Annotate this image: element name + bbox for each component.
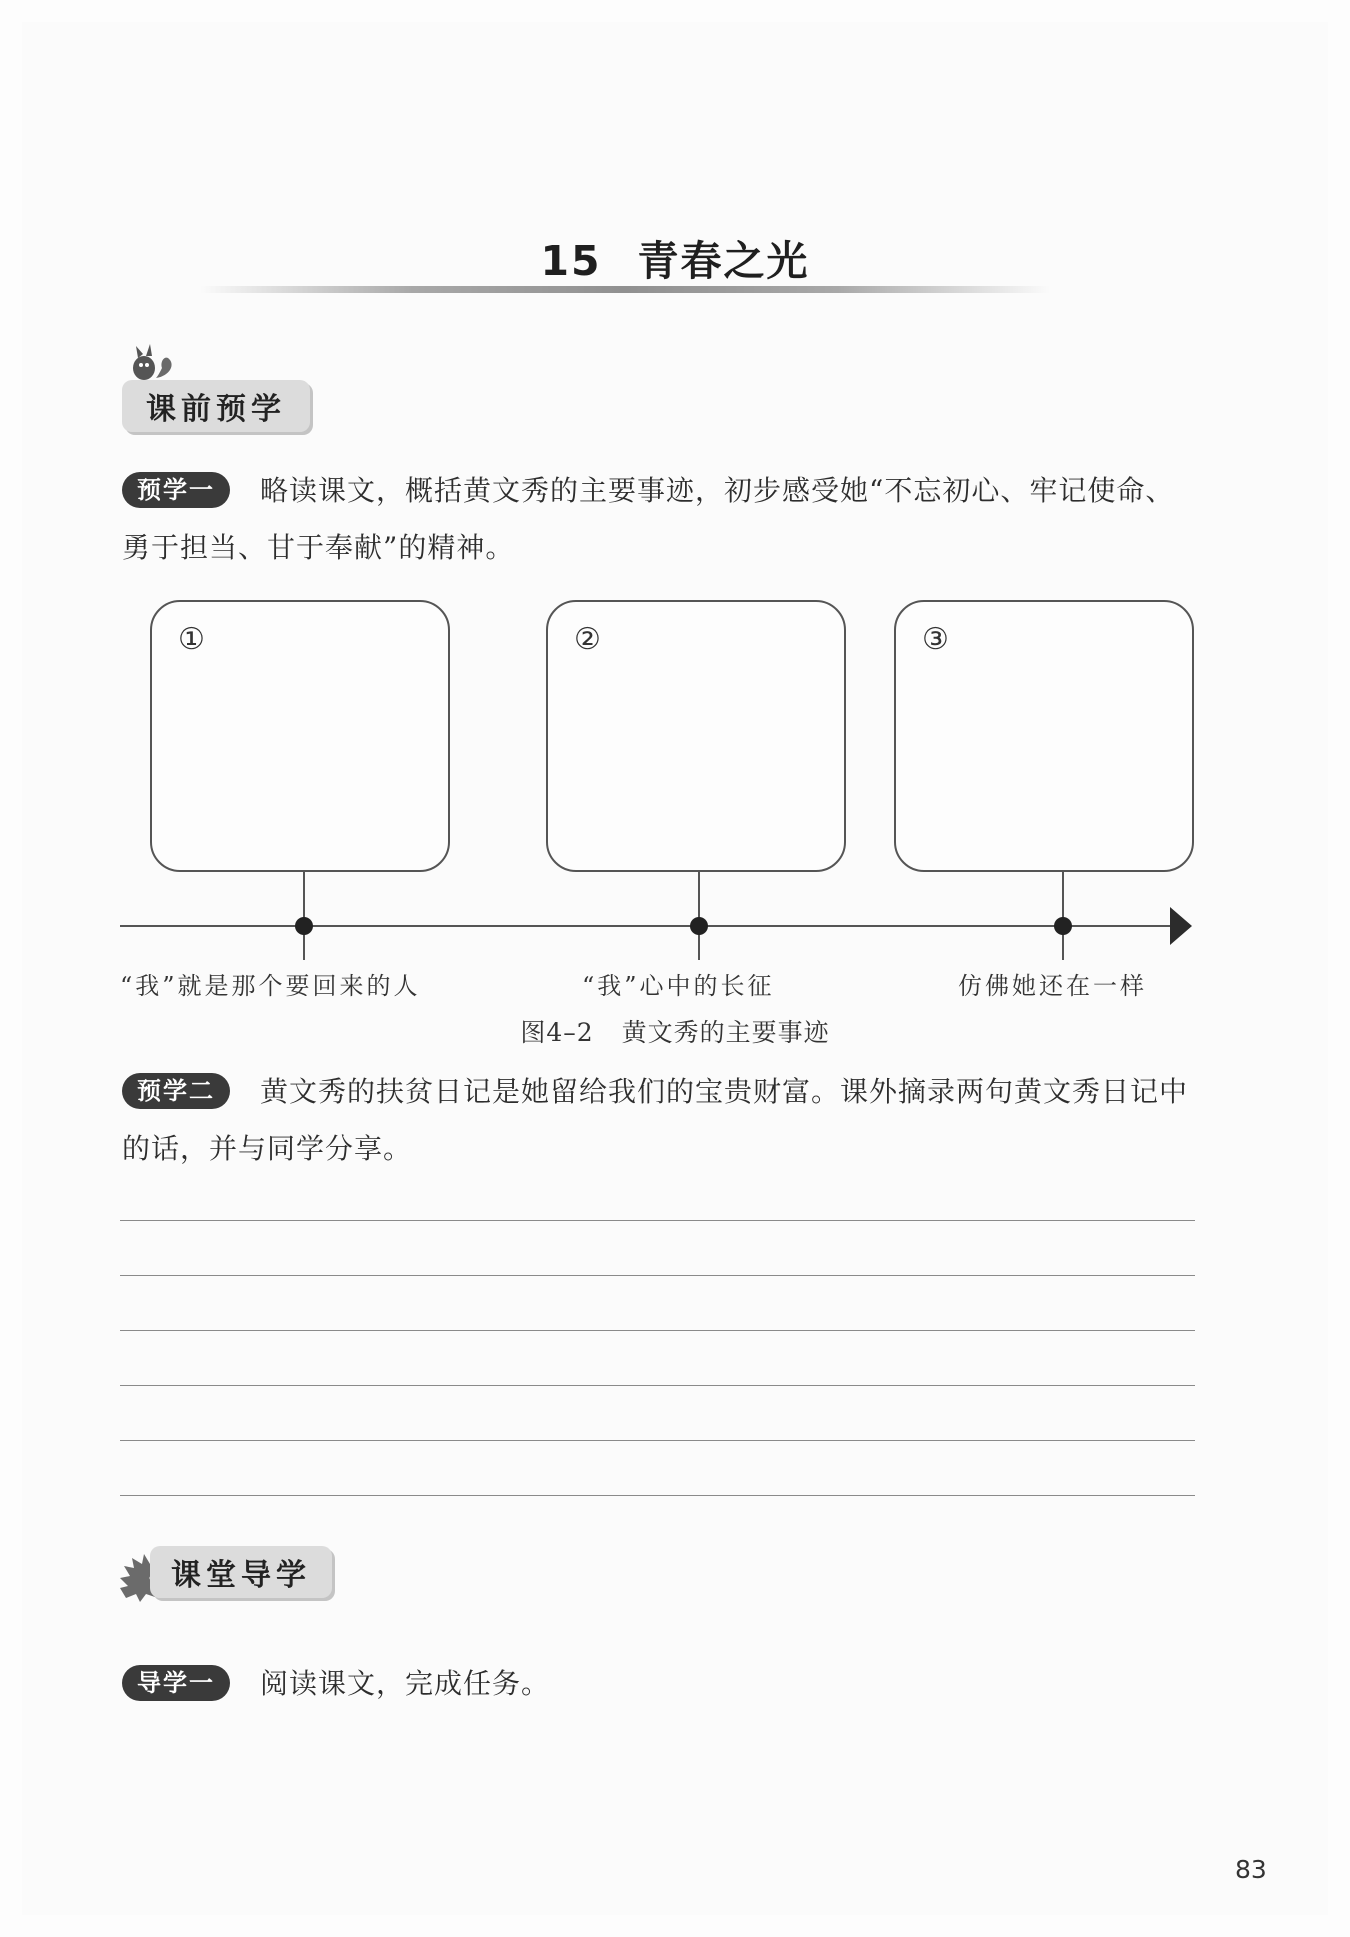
event-label-1: “我”就是那个要回来的人: [120, 972, 421, 1000]
event-number-1: ①: [178, 622, 205, 657]
event-box-3: [894, 600, 1194, 872]
section-preview-badge: [122, 380, 310, 432]
task-tag-guide-1: 导学一: [122, 1665, 230, 1701]
timeline-arrow-icon: [1170, 907, 1192, 945]
event-stem-3: [1062, 872, 1064, 960]
task-tag-preview-1: 预学一: [122, 472, 230, 508]
event-box-1: [150, 600, 450, 872]
section-preview-label: 课前预学: [146, 392, 286, 427]
figure-number: 图4–2: [520, 1018, 594, 1047]
answer-line-1[interactable]: [120, 1220, 1195, 1221]
section-classroom-label: 课堂导学: [171, 1558, 311, 1593]
answer-line-6[interactable]: [120, 1495, 1195, 1496]
answer-line-2[interactable]: [120, 1275, 1195, 1276]
figure-caption-text: 黄文秀的主要事迹: [621, 1018, 830, 1047]
timeline-dot-3: [1054, 917, 1072, 935]
title-underline: [200, 286, 1050, 293]
answer-line-3[interactable]: [120, 1330, 1195, 1331]
page-number: 83: [1235, 1855, 1267, 1884]
timeline-dot-1: [295, 917, 313, 935]
event-number-2: ②: [574, 622, 601, 657]
lesson-title-text: 青春之光: [637, 237, 810, 285]
lesson-number: 15: [540, 237, 602, 285]
event-box-2: [546, 600, 846, 872]
event-number-3: ③: [922, 622, 949, 657]
squirrel-icon: [130, 340, 182, 382]
event-label-3: 仿佛她还在一样: [958, 972, 1147, 1000]
task-text-preview-2: [122, 1063, 1197, 1177]
task-tag-preview-2: 预学二: [122, 1073, 230, 1109]
lesson-title: [0, 228, 1350, 287]
event-label-2: “我”心中的长征: [582, 972, 775, 1000]
figure-caption: [0, 1013, 1350, 1049]
task-preview-1-text: 略读课文，概括黄文秀的主要事迹，初步感受她“不忘初心、牢记使命、勇于担当、甘于奉献”的精神。: [122, 474, 1175, 564]
task-text-guide-1: [122, 1655, 1197, 1712]
event-stem-1: [303, 872, 305, 960]
timeline-axis: [120, 925, 1170, 927]
task-text-preview-1: [122, 462, 1197, 576]
answer-line-4[interactable]: [120, 1385, 1195, 1386]
timeline-dot-2: [690, 917, 708, 935]
section-classroom-badge: [150, 1546, 332, 1598]
task-guide-1-text: 阅读课文，完成任务。: [260, 1667, 551, 1700]
task-preview-2-text: 黄文秀的扶贫日记是她留给我们的宝贵财富。课外摘录两句黄文秀日记中的话，并与同学分享。: [122, 1075, 1189, 1165]
event-stem-2: [698, 872, 700, 960]
answer-line-5[interactable]: [120, 1440, 1195, 1441]
